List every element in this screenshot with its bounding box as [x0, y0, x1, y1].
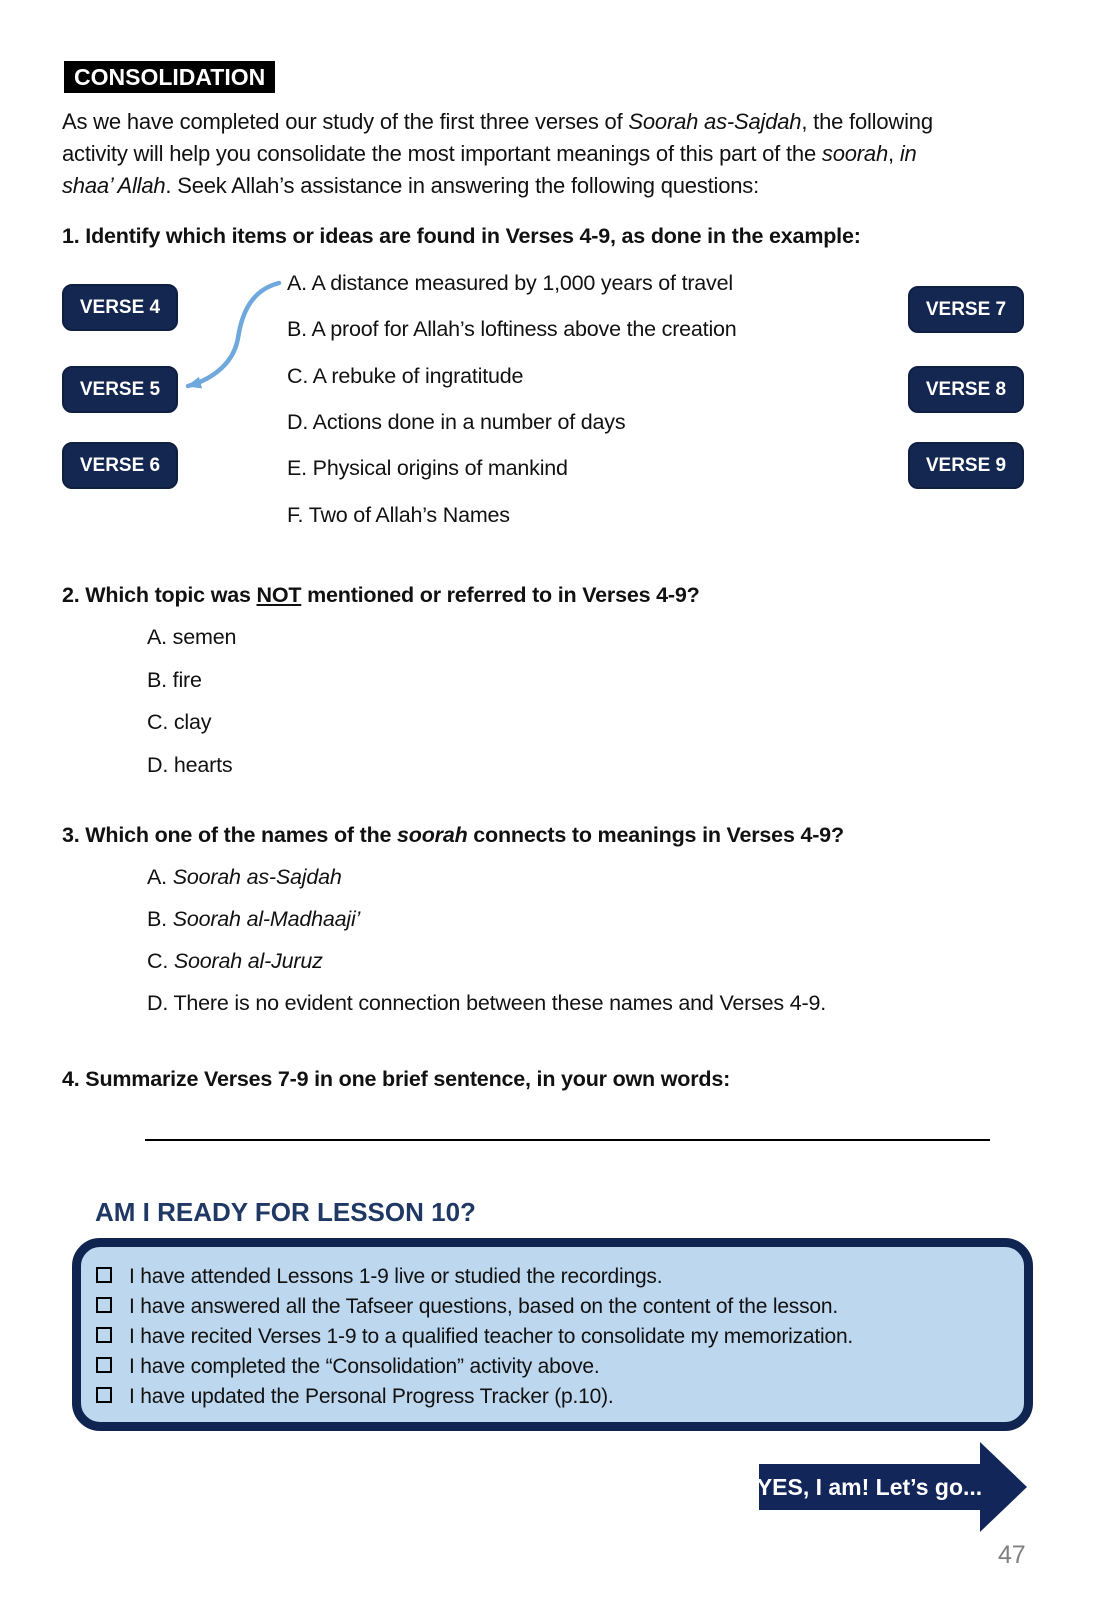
question-3-heading: 3. Which one of the names of the soorah connects to meanings in Verses 4-9? [62, 823, 844, 847]
checklist-item-5 [96, 1383, 614, 1411]
answer-line[interactable] [145, 1139, 990, 1141]
question-2-heading: 2. Which topic was NOT mentioned or referred to in Verses 4-9? [62, 583, 700, 607]
q1-option-e: E. Physical origins of mankind [287, 456, 568, 480]
checkbox-icon[interactable] [96, 1357, 112, 1373]
checklist-item-2 [96, 1293, 838, 1321]
intro-line-3: shaa’ Allah. Seek Allah’s assistance in answering the following questions: [62, 173, 759, 198]
verse-9-button[interactable]: VERSE 9 [908, 442, 1024, 489]
cta-label[interactable]: YES, I am! Let’s go... [756, 1474, 983, 1500]
checkbox-icon[interactable] [96, 1387, 112, 1403]
intro-line-2: activity will help you consolidate the most important meanings of this part of the soorah, in [62, 141, 917, 166]
q2-option-b: B. fire [147, 668, 202, 692]
q3-option-a: A. Soorah as-Sajdah [147, 865, 342, 889]
verse-8-button[interactable]: VERSE 8 [908, 366, 1024, 413]
q1-option-d: D. Actions done in a number of days [287, 410, 626, 434]
q2-option-a: A. semen [147, 625, 237, 649]
q3-option-c: C. Soorah al-Juruz [147, 949, 323, 973]
checklist-item-1 [96, 1263, 662, 1291]
checkbox-icon[interactable] [96, 1327, 112, 1343]
q1-option-b: B. A proof for Allah’s loftiness above the creation [287, 317, 737, 341]
intro-paragraph [62, 106, 1012, 202]
checkbox-icon[interactable] [96, 1267, 112, 1283]
ready-heading: AM I READY FOR LESSON 10? [95, 1197, 476, 1227]
checklist-item-label: I have answered all the Tafseer questions, based on the content of the lesson. [129, 1295, 838, 1318]
intro-line-1: As we have completed our study of the first three verses of Soorah as-Sajdah, the following [62, 109, 933, 134]
page-number: 47 [998, 1541, 1026, 1569]
verse-4-button[interactable]: VERSE 4 [62, 284, 178, 331]
checklist-item-label: I have completed the “Consolidation” activity above. [129, 1355, 600, 1378]
q3-option-b: B. Soorah al-Madhaaji’ [147, 907, 361, 931]
checklist-item-label: I have recited Verses 1-9 to a qualified teacher to consolidate my memorization. [129, 1325, 854, 1348]
verse-6-button[interactable]: VERSE 6 [62, 442, 178, 489]
verse-7-button[interactable]: VERSE 7 [908, 286, 1024, 333]
checklist-item-4 [96, 1353, 600, 1381]
q1-option-f: F. Two of Allah’s Names [287, 503, 510, 527]
question-4-heading: 4. Summarize Verses 7-9 in one brief sentence, in your own words: [62, 1067, 731, 1091]
verse-5-button[interactable]: VERSE 5 [62, 366, 178, 413]
example-match-arrow [150, 265, 310, 405]
curved-arrow-icon [150, 265, 310, 405]
q1-option-a: A. A distance measured by 1,000 years of travel [287, 271, 733, 295]
checklist-item-label: I have attended Lessons 1-9 live or studied the recordings. [129, 1265, 663, 1288]
section-title: CONSOLIDATION [64, 61, 275, 93]
checklist-item-label: I have updated the Personal Progress Tracker (p.10). [129, 1385, 614, 1408]
q3-option-d: D. There is no evident connection between these names and Verses 4-9. [147, 991, 827, 1015]
checklist-item-3 [96, 1323, 853, 1351]
question-1-heading: 1. Identify which items or ideas are found in Verses 4-9, as done in the example: [62, 224, 861, 248]
checkbox-icon[interactable] [96, 1297, 112, 1313]
q2-option-d: D. hearts [147, 753, 233, 777]
q1-option-c: C. A rebuke of ingratitude [287, 364, 524, 388]
q2-option-c: C. clay [147, 710, 212, 734]
